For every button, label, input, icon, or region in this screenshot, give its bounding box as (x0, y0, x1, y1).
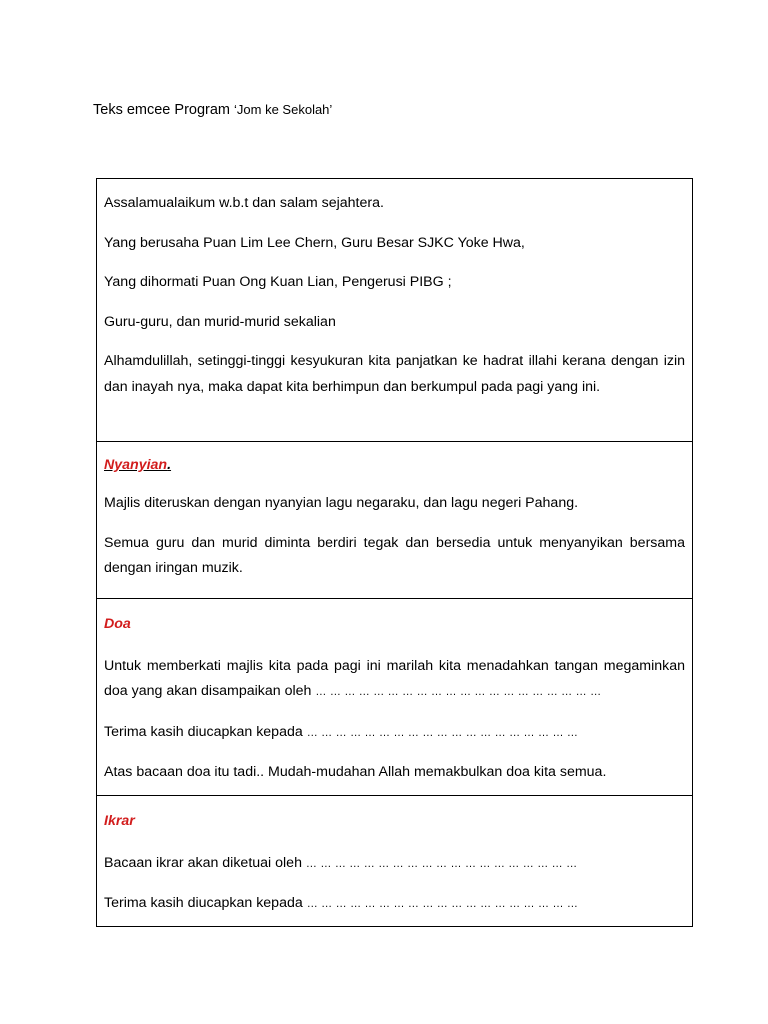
doa-closing: Atas bacaan doa itu tadi.. Mudah-mudahan Allah memakbulkan doa kita semua. (104, 764, 607, 780)
doa-heading: Doa (104, 616, 131, 632)
opening-line-audience: Guru-guru, dan murid-murid sekalian (104, 313, 336, 330)
ikrar-leader-line (104, 851, 685, 878)
opening-greeting: Assalamualaikum w.b.t dan salam sejahtera. (104, 195, 384, 211)
emcee-script-table (96, 178, 693, 927)
doa-thanks-blank: … … … … … … … … … … … … … … … … … … … (306, 726, 579, 739)
section-opening (97, 179, 692, 441)
ikrar-thanks-blank: … … … … … … … … … … … … … … … … … … … (306, 898, 579, 910)
doa-paragraph (104, 654, 685, 706)
section-ikrar (97, 795, 692, 926)
nyanyian-heading: Nyanyian (104, 457, 168, 473)
title-prefix: Teks emcee Program (93, 102, 235, 118)
doa-paragraph-text: Untuk memberkati majlis kita pada pagi ini marilah kita menadahkan tangan megaminkan doa yang akan disampaikan oleh (104, 657, 685, 699)
ikrar-leader-text: Bacaan ikrar akan diketuai oleh (104, 854, 302, 871)
ikrar-heading: Ikrar (104, 813, 135, 829)
ikrar-leader-blank: … … … … … … … … … … … … … … … … … … … (305, 857, 578, 870)
ikrar-thanks (104, 891, 685, 918)
doa-name-blank: … … … … … … … … … … … … … … … … … … … … (315, 686, 602, 698)
nyanyian-paragraph: Semua guru dan murid diminta berdiri tegak dan bersedia untuk menyanyikan bersama dengan iringan muzik. (104, 534, 685, 576)
opening-paragraph: Alhamdulillah, setinggi-tinggi kesyukuran kita panjatkan ke hadrat illahi kerana dengan izin dan inayah nya, maka dapat kita berhimpun dan berkumpul pada pagi yang ini. (104, 353, 685, 395)
ikrar-thanks-text: Terima kasih diucapkan kepada (104, 895, 303, 911)
section-doa (97, 598, 692, 795)
document-title (93, 101, 332, 119)
opening-line-pengerusi: Yang dihormati Puan Ong Kuan Lian, Pengerusi PIBG ; (104, 274, 452, 290)
doa-thanks (104, 720, 685, 747)
nyanyian-line: Majlis diteruskan dengan nyanyian lagu negaraku, dan lagu negeri Pahang. (104, 495, 579, 511)
section-nyanyian (97, 441, 692, 598)
doa-thanks-text: Terima kasih diucapkan kepada (104, 723, 303, 740)
nyanyian-heading-line (104, 455, 685, 475)
nyanyian-heading-period: . (167, 457, 172, 473)
title-program-name: ‘Jom ke Sekolah’ (234, 102, 333, 117)
opening-line-guru-besar: Yang berusaha Puan Lim Lee Chern, Guru Besar SJKC Yoke Hwa, (104, 234, 525, 251)
